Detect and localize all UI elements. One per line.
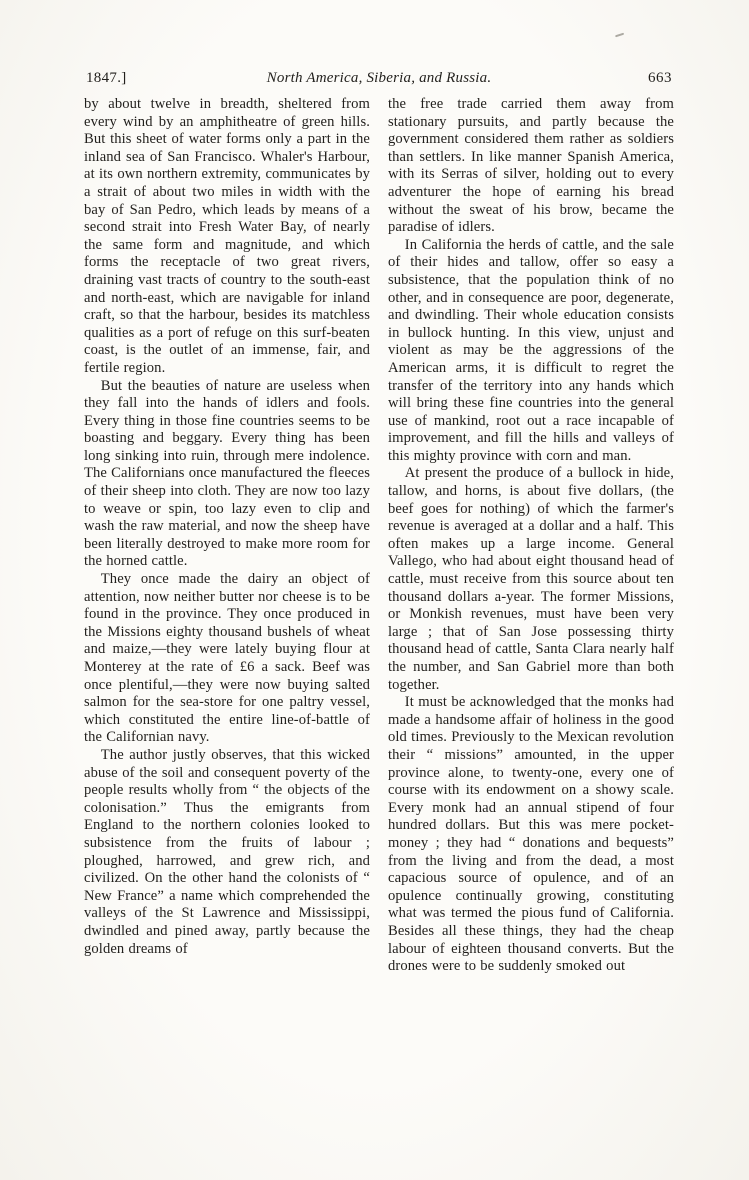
- paragraph: It must be acknowledged that the monks had made a handsome affair of holiness in the good old times. Previously to the Mexican revolution their “ missions” amounted, in the upper province alone, to twenty-one, every one of course with its endowment on a showy scale. Every monk had an annual stipend of four hundred dollars. But this was mere pocket-money ; they had “ donations and bequests” from the living and from the dead, a most capacious source of opulence, and of an opulence continually growing, constituting what was termed the pious fund of California. Besides all these things, they had the cheap labour of eighteen thousand converts. But the drones were to be suddenly smoked out: [388, 694, 674, 975]
- header-date: 1847.]: [86, 70, 127, 86]
- paragraph: In California the herds of cattle, and the sale of their hides and tallow, offer so easy a subsistence, that the population think of no other, and in consequence are poor, degenerate, and dwindling. Their whole education consists in bullock hunting. In this view, unjust and violent as may be the aggressions of the American arms, it is difficult to regret the transfer of the territory into any hands which will bring these fine countries into the general use of mankind, root out a race incapable of improvement, and fill the hills and valleys of this mighty province with corn and man.: [388, 236, 674, 464]
- paragraph: They once made the dairy an object of attention, now neither butter nor cheese is to be found in the province. They once produced in the Missions eighty thousand bushels of wheat and maize,—they were lately buying flour at Monterey at the rate of £6 a sack. Beef was once plentiful,—they were now buying salted salmon for the sea-store for one paltry vessel, which constituted the entire line-of-battle of the Californian navy.: [84, 571, 370, 746]
- scan-artifact-mark: [615, 33, 624, 37]
- two-column-text: [84, 96, 674, 976]
- right-column: [388, 96, 674, 976]
- paragraph: by about twelve in breadth, sheltered from every wind by an amphitheatre of green hills. But this sheet of water forms only a part in the inland sea of San Francisco. Whaler's Harbour, at its own northern extremity, communicates by a strait of about two miles in width with the bay of San Pedro, which leads by means of a second strait into Fresh Water Bay, of nearly the same form and magnitude, and which forms the receptacle of two great rivers, draining vast tracts of country to the south-east and north-east, which are navigable for inland craft, so that the harbour, besides its matchless qualities as a port of refuge on this surf-beaten coast, is the outlet of an immense, fair, and fertile region.: [84, 96, 370, 376]
- paragraph: the free trade carried them away from stationary pursuits, and partly because the government considered them rather as soldiers than settlers. In like manner Spanish America, with its Serras of silver, holding out to every adventurer the hope of earning his bread without the sweat of his brow, became the paradise of idlers.: [388, 96, 674, 236]
- running-head: [84, 70, 674, 87]
- left-column: [84, 96, 370, 976]
- paragraph: At present the produce of a bullock in hide, tallow, and horns, is about five dollars, (the beef goes for nothing) of which the farmer's revenue is averaged at a dollar and a half. This often makes up a large income. General Vallego, who had about eight thousand head of cattle, must receive from this source about ten thousand dollars a-year. The former Missions, or Monkish revenues, must have been very large ; that of San Jose possessing thirty thousand head of cattle, Santa Clara nearly half the number, and San Gabriel more than both together.: [388, 465, 674, 693]
- page-number: 663: [648, 70, 672, 86]
- paragraph: The author justly observes, that this wicked abuse of the soil and consequent poverty of the people results wholly from “ the objects of the colonisation.” Thus the emigrants from England to the northern colonies looked to subsistence from the fruits of labour ; ploughed, harrowed, and grew rich, and civilized. On the other hand the colonists of “ New France” a name which comprehended the valleys of the St Lawrence and Mississippi, dwindled and pined away, partly because the golden dreams of: [84, 746, 370, 957]
- text-block: [84, 70, 674, 976]
- paragraph: But the beauties of nature are useless when they fall into the hands of idlers and fools. Every thing in those fine countries seems to be boasting and beggary. Every thing has been long sinking into ruin, through mere indolence. The Californians once manufactured the fleeces of their sheep into cloth. They are now too lazy to weave or spin, too lazy even to clip and wash the raw material, and now the sheep have been literally destroyed to make more room for the horned cattle.: [84, 377, 370, 570]
- running-title: North America, Siberia, and Russia.: [266, 70, 492, 86]
